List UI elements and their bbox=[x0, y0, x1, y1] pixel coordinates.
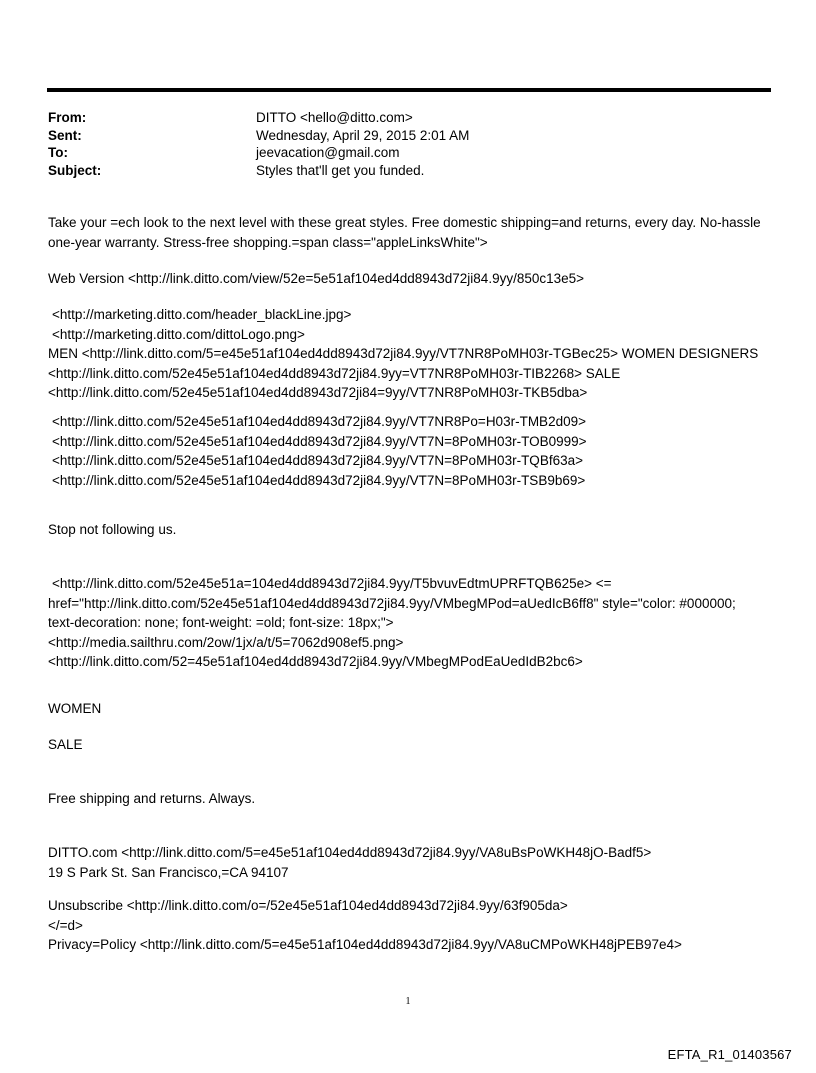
stop-paragraph bbox=[48, 520, 776, 540]
product-links-block bbox=[48, 412, 776, 490]
sale-text: SALE bbox=[48, 737, 83, 752]
header-rule bbox=[47, 88, 771, 92]
free-shipping-paragraph bbox=[48, 789, 776, 809]
follow-link-line: <http://link.ditto.com/52=45e51af104ed4dd8943d72ji84.9yy/VMbegMPodEaUedIdB2bc6> bbox=[48, 654, 583, 669]
sent-row bbox=[48, 127, 768, 145]
nav-link-line: <http://marketing.ditto.com/dittoLogo.png> bbox=[52, 326, 305, 342]
unsubscribe-line: Unsubscribe <http://link.ditto.com/o=/52e45e51af104ed4dd8943d72ji84.9yy/63f905da> bbox=[48, 898, 568, 913]
stop-text: Stop not following us. bbox=[48, 522, 177, 537]
email-header bbox=[48, 109, 768, 179]
nav-links-block bbox=[48, 305, 776, 403]
follow-links-block bbox=[48, 574, 776, 672]
sent-label: Sent: bbox=[48, 127, 82, 143]
women-text: WOMEN bbox=[48, 701, 102, 716]
footer-address-block bbox=[48, 843, 776, 882]
to-row bbox=[48, 144, 768, 162]
nav-link-line: <http://marketing.ditto.com/header_blackLine.jpg> bbox=[52, 307, 352, 322]
follow-link-line: href="http://link.ditto.com/52e45e51af104ed4dd8943d72ji84.9yy/VMbegMPod=aUedIcB6ff8" style="color: #000000; bbox=[48, 595, 736, 611]
sale-paragraph bbox=[48, 735, 776, 755]
product-link-line: <http://link.ditto.com/52e45e51af104ed4dd8943d72ji84.9yy/VT7NR8Po=H03r-TMB2d09> bbox=[52, 414, 586, 429]
nav-link-line: MEN <http://link.ditto.com/5=e45e51af104ed4dd8943d72ji84.9yy/VT7NR8PoMH03r-TGBec25> WOMEN DESIGNERS bbox=[48, 346, 759, 361]
bates-number: EFTA_R1_01403567 bbox=[667, 1047, 792, 1062]
footer-line: DITTO.com <http://link.ditto.com/5=e45e51af104ed4dd8943d72ji84.9yy/VA8uBsPoWKH48jO-Badf5> bbox=[48, 845, 652, 860]
to-value: jeevacation@gmail.com bbox=[256, 145, 400, 160]
product-link-line: <http://link.ditto.com/52e45e51af104ed4dd8943d72ji84.9yy/VT7N=8PoMH03r-TSB9b69> bbox=[52, 472, 586, 488]
follow-link-line: <http://link.ditto.com/52e45e51a=104ed4dd8943d72ji84.9yy/T5bvuvEdtmUPRFTQB625e> <= bbox=[52, 576, 612, 591]
intro-paragraph bbox=[48, 213, 776, 252]
page-number: 1 bbox=[405, 996, 411, 1007]
nav-link-line: <http://link.ditto.com/52e45e51af104ed4dd8943d72ji84=9yy/VT7NR8PoMH03r-TKB5dba> bbox=[48, 385, 588, 400]
intro-line: one-year warranty. Stress-free shopping.=span class="appleLinksWhite"> bbox=[48, 234, 488, 250]
follow-link-line: text-decoration: none; font-weight: =old; font-size: 18px;"> bbox=[48, 615, 394, 630]
nav-link-line: <http://link.ditto.com/52e45e51af104ed4dd8943d72ji84.9yy=VT7NR8PoMH03r-TIB2268> SALE bbox=[48, 365, 621, 381]
product-link-line: <http://link.ditto.com/52e45e51af104ed4dd8943d72ji84.9yy/VT7N=8PoMH03r-TQBf63a> bbox=[52, 453, 583, 468]
from-label: From: bbox=[48, 110, 87, 125]
from-value: DITTO <hello@ditto.com> bbox=[256, 110, 413, 125]
subject-row bbox=[48, 162, 768, 180]
footer-line: 19 S Park St. San Francisco,=CA 94107 bbox=[48, 864, 289, 880]
subject-label: Subject: bbox=[48, 162, 102, 178]
sent-value: Wednesday, April 29, 2015 2:01 AM bbox=[256, 127, 470, 143]
intro-line: Take your =ech look to the next level with these great styles. Free domestic shipping=and returns, every day. No-hassle bbox=[48, 215, 761, 230]
web-version-paragraph bbox=[48, 269, 776, 289]
unsubscribe-line: Privacy=Policy <http://link.ditto.com/5=e45e51af104ed4dd8943d72ji84.9yy/VA8uCMPoWKH48jPEB97e4> bbox=[48, 937, 682, 952]
unsubscribe-block bbox=[48, 896, 776, 955]
follow-link-line: <http://media.sailthru.com/2ow/1jx/a/t/5=7062d908ef5.png> bbox=[48, 634, 404, 650]
product-link-line: <http://link.ditto.com/52e45e51af104ed4dd8943d72ji84.9yy/VT7N=8PoMH03r-TOB0999> bbox=[52, 433, 587, 449]
subject-value: Styles that'll get you funded. bbox=[256, 162, 425, 178]
web-version-link: Web Version <http://link.ditto.com/view/52e=5e51af104ed4dd8943d72ji84.9yy/850c13e5> bbox=[48, 271, 585, 286]
free-shipping-text: Free shipping and returns. Always. bbox=[48, 791, 256, 806]
to-label: To: bbox=[48, 145, 68, 160]
from-row bbox=[48, 109, 768, 127]
unsubscribe-line: </=d> bbox=[48, 917, 83, 933]
women-paragraph bbox=[48, 699, 776, 719]
